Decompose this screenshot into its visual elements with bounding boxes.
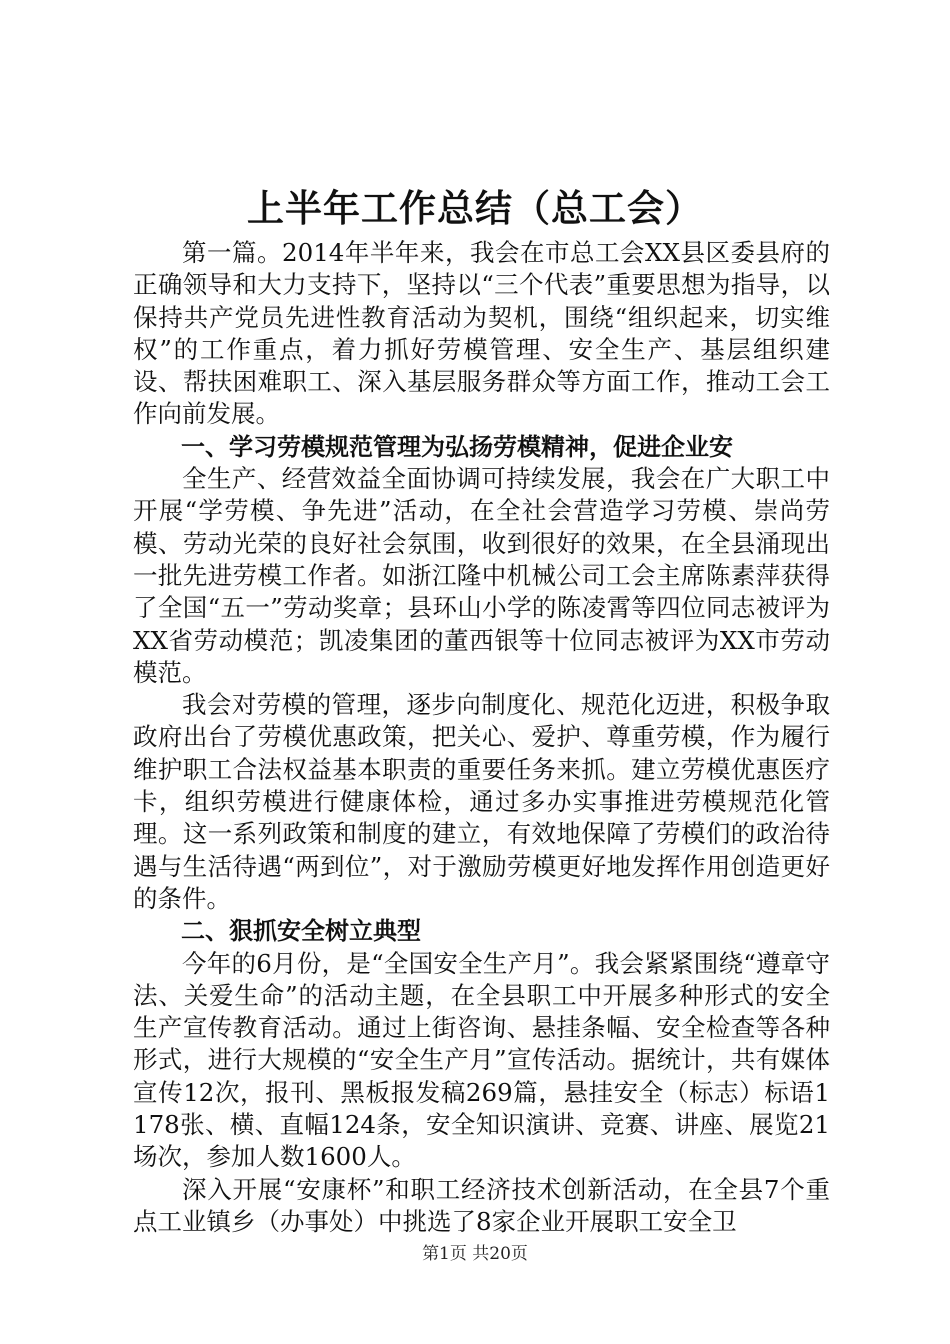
- section-heading-1: 一、学习劳模规范管理为弘扬劳模精神，促进企业安: [181, 432, 733, 461]
- section-heading-2: 二、狠抓安全树立典型: [181, 917, 421, 946]
- paragraph-model-management: 我会对劳模的管理，逐步向制度化、规范化迈进，积极争取政府出台了劳模优惠政策，把关心、爱护、尊重劳模，作为履行维护职工合法权益基本职责的重要任务来抓。建立劳模优惠医疗卡，组织劳模进行健康体检，通过多办实事推进劳模规范化管理。这一系列政策和制度的建立，有效地保障了劳模们的政治待遇与生活待遇“两到位”，对于激励劳模更好地发挥作用创造更好的条件。: [133, 690, 830, 913]
- document-title: 上半年工作总结（总工会）: [247, 186, 703, 230]
- document-body: [133, 237, 830, 1238]
- paragraph-ankang-cup: 深入开展“安康杯”和职工经济技术创新活动，在全县7个重点工业镇乡（办事处）中挑选了8家企业开展职工安全卫: [133, 1174, 830, 1236]
- page-number-footer: 第1页 共20页: [422, 1244, 528, 1264]
- paragraph-intro: 第一篇。2014年半年来，我会在市总工会XX县区委县府的正确领导和大力支持下，坚持以“三个代表”重要思想为指导，以保持共产党员先进性教育活动为契机，围绕“组织起来，切实维权”的工作重点，着力抓好劳模管理、安全生产、基层组织建设、帮扶困难职工、深入基层服务群众等方面工作，推动工会工作向前发展。: [133, 238, 830, 429]
- paragraph-safety-month: 今年的6月份，是“全国安全生产月”。我会紧紧围绕“遵章守法、关爱生命”的活动主题，在全县职工中开展多种形式的安全生产宣传教育活动。通过上街咨询、悬挂条幅、安全检查等各种形式，进行大规模的“安全生产月”宣传活动。据统计，共有媒体宣传12次，报刊、黑板报发稿269篇，悬挂安全（标志）标语1178张、横、直幅124条，安全知识演讲、竞赛、讲座、展览21场次，参加人数1600人。: [133, 948, 830, 1172]
- paragraph-model-workers: 全生产、经营效益全面协调可持续发展，我会在广大职工中开展“学劳模、争先进”活动，在全社会营造学习劳模、崇尚劳模、劳动光荣的良好社会氛围，收到很好的效果，在全县涌现出一批先进劳模工作者。如浙江隆中机械公司工会主席陈素萍获得了全国“五一”劳动奖章；县环山小学的陈凌霄等四位同志被评为XX省劳动模范；凯凌集团的董西银等十位同志被评为XX市劳动模范。: [133, 464, 830, 687]
